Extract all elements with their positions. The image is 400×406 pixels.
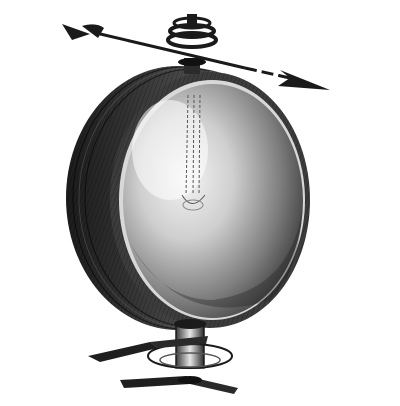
top-mount xyxy=(168,14,216,74)
base-stand xyxy=(88,319,238,394)
glass-lens xyxy=(123,84,303,318)
